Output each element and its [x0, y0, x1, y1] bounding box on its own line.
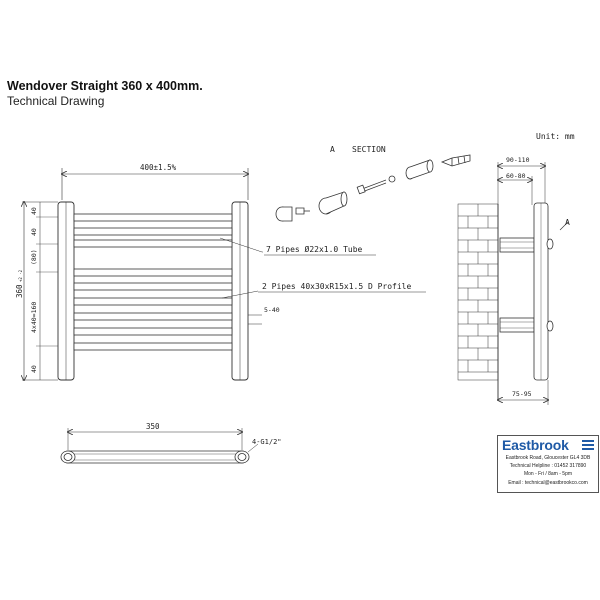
width-dimension: 400±1.5% [140, 163, 177, 172]
section-a-parts [276, 155, 470, 221]
contact-email: Email : technical@eastbrookco.com [508, 480, 588, 486]
wall-bricks [458, 204, 498, 380]
front-view [22, 168, 263, 380]
side-view [458, 162, 568, 405]
logo-mark-icon [582, 440, 594, 452]
bottom-width-350: 350 [146, 422, 160, 431]
bottom-view [61, 428, 258, 463]
company-address: Eastbrook Road, Gloucester GL4 3DB [505, 455, 591, 461]
dim-40-second: 40 [30, 228, 38, 236]
dim-80: (80) [30, 249, 38, 265]
thread-label: 4-G1/2" [252, 438, 282, 446]
dim-40-top: 40 [30, 207, 38, 215]
page-title: Wendover Straight 360 x 400mm. [7, 79, 203, 93]
dim-40-bottom: 40 [30, 365, 38, 373]
dim-5-40: 5-40 [264, 306, 280, 314]
section-title: SECTION [352, 145, 386, 154]
dim-4x40: 4x40=160 [30, 301, 38, 333]
page-subtitle: Technical Drawing [7, 94, 105, 108]
height-tolerance: +2 -2 [18, 269, 23, 282]
section-a-letter: A [330, 145, 335, 154]
technical-helpline: Technical Helpline : 01452 317890 [509, 463, 587, 469]
section-marker-a: A [565, 218, 570, 227]
dim-60-80: 60-80 [506, 172, 526, 180]
dim-75-95: 75-95 [512, 390, 532, 398]
unit-label: Unit: mm [536, 132, 575, 141]
pipes-7-label: 7 Pipes Ø22x1.0 Tube [266, 245, 363, 254]
pipes-2-label: 2 Pipes 40x30xR15x1.5 D Profile [262, 282, 412, 291]
dim-90-110: 90-110 [506, 156, 530, 164]
company-logo: Eastbrook [502, 437, 569, 453]
height-dimension: 360 [15, 284, 24, 298]
office-hours: Mon - Fri / 8am - 5pm [523, 471, 573, 477]
company-info-box [497, 435, 599, 493]
